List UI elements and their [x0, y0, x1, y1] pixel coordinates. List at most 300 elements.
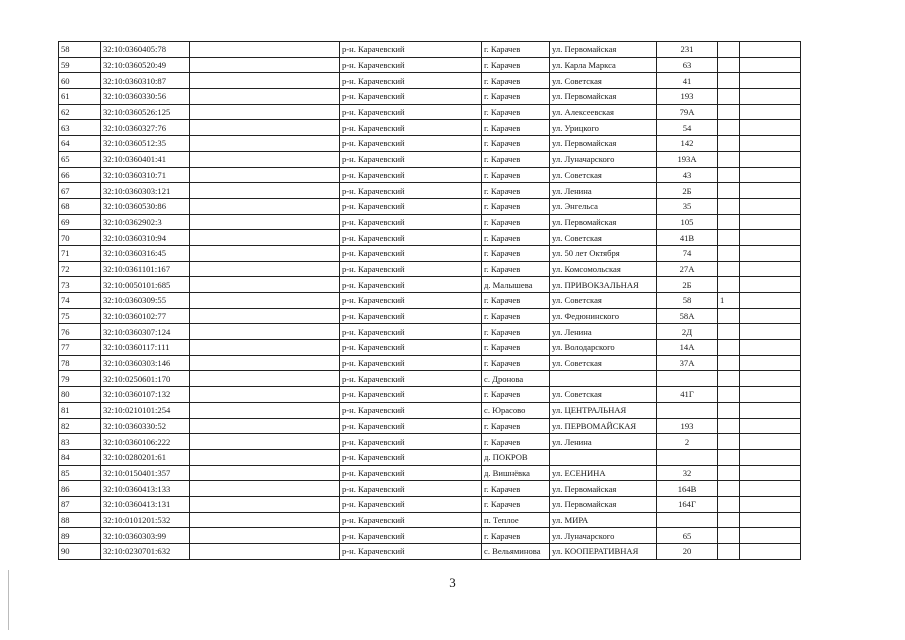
- settlement-cell: д. Вишнёвка: [482, 465, 550, 481]
- table-row: [59, 434, 801, 450]
- note-cell: [718, 528, 740, 544]
- row-number-cell: 90: [59, 544, 101, 560]
- settlement-cell: г. Карачев: [482, 261, 550, 277]
- region-cell: р-н. Карачевский: [340, 73, 482, 89]
- row-number-cell: 85: [59, 465, 101, 481]
- settlement-cell: г. Карачев: [482, 481, 550, 497]
- house-number-cell: 105: [657, 214, 718, 230]
- row-number-cell: 66: [59, 167, 101, 183]
- note-cell: [718, 340, 740, 356]
- settlement-cell: г. Карачев: [482, 245, 550, 261]
- settlement-cell: г. Карачев: [482, 528, 550, 544]
- street-cell: ул. Советская: [550, 387, 657, 403]
- settlement-cell: г. Карачев: [482, 136, 550, 152]
- cadastral-number-cell: 32:10:0360106:222: [101, 434, 190, 450]
- house-number-cell: 37А: [657, 355, 718, 371]
- row-number-cell: 70: [59, 230, 101, 246]
- empty-cell: [740, 151, 801, 167]
- region-cell: р-н. Карачевский: [340, 308, 482, 324]
- house-number-cell: [657, 449, 718, 465]
- street-cell: ул. Советская: [550, 230, 657, 246]
- street-cell: ул. Первомайская: [550, 42, 657, 58]
- cadastral-number-cell: 32:10:0360307:124: [101, 324, 190, 340]
- street-cell: ул. ЦЕНТРАЛЬНАЯ: [550, 402, 657, 418]
- region-cell: р-н. Карачевский: [340, 544, 482, 560]
- cadastral-number-cell: 32:10:0360405:78: [101, 42, 190, 58]
- cadastral-number-cell: 32:10:0360310:71: [101, 167, 190, 183]
- empty-cell: [190, 371, 340, 387]
- note-cell: [718, 183, 740, 199]
- region-cell: р-н. Карачевский: [340, 89, 482, 105]
- empty-cell: [740, 120, 801, 136]
- region-cell: р-н. Карачевский: [340, 183, 482, 199]
- empty-cell: [740, 512, 801, 528]
- region-cell: р-н. Карачевский: [340, 104, 482, 120]
- street-cell: ул. Урицкого: [550, 120, 657, 136]
- settlement-cell: г. Карачев: [482, 355, 550, 371]
- region-cell: р-н. Карачевский: [340, 371, 482, 387]
- note-cell: [718, 261, 740, 277]
- empty-cell: [190, 57, 340, 73]
- house-number-cell: 2: [657, 434, 718, 450]
- note-cell: [718, 245, 740, 261]
- row-number-cell: 76: [59, 324, 101, 340]
- note-cell: [718, 214, 740, 230]
- table-body: [59, 42, 801, 560]
- house-number-cell: 14А: [657, 340, 718, 356]
- region-cell: р-н. Карачевский: [340, 120, 482, 136]
- note-cell: [718, 465, 740, 481]
- empty-cell: [190, 230, 340, 246]
- region-cell: р-н. Карачевский: [340, 418, 482, 434]
- note-cell: [718, 512, 740, 528]
- cadastral-number-cell: 32:10:0210101:254: [101, 402, 190, 418]
- settlement-cell: г. Карачев: [482, 42, 550, 58]
- row-number-cell: 60: [59, 73, 101, 89]
- empty-cell: [190, 277, 340, 293]
- table-row: [59, 42, 801, 58]
- empty-cell: [190, 481, 340, 497]
- cadastral-number-cell: 32:10:0230701:632: [101, 544, 190, 560]
- region-cell: р-н. Карачевский: [340, 481, 482, 497]
- house-number-cell: 65: [657, 528, 718, 544]
- empty-cell: [190, 198, 340, 214]
- house-number-cell: 20: [657, 544, 718, 560]
- empty-cell: [740, 73, 801, 89]
- region-cell: р-н. Карачевский: [340, 324, 482, 340]
- empty-cell: [190, 245, 340, 261]
- table-row: [59, 277, 801, 293]
- table-row: [59, 308, 801, 324]
- row-number-cell: 64: [59, 136, 101, 152]
- empty-cell: [740, 245, 801, 261]
- street-cell: ул. ЕСЕНИНА: [550, 465, 657, 481]
- house-number-cell: 27А: [657, 261, 718, 277]
- table-row: [59, 245, 801, 261]
- empty-cell: [740, 340, 801, 356]
- cadastral-number-cell: 32:10:0360401:41: [101, 151, 190, 167]
- table-row: [59, 198, 801, 214]
- note-cell: [718, 230, 740, 246]
- house-number-cell: 79А: [657, 104, 718, 120]
- street-cell: ул. Володарского: [550, 340, 657, 356]
- empty-cell: [740, 136, 801, 152]
- street-cell: ул. Ленина: [550, 324, 657, 340]
- house-number-cell: 193А: [657, 151, 718, 167]
- empty-cell: [190, 449, 340, 465]
- row-number-cell: 62: [59, 104, 101, 120]
- cadastral-number-cell: 32:10:0360520:49: [101, 57, 190, 73]
- cadastral-number-cell: 32:10:0360102:77: [101, 308, 190, 324]
- cadastral-number-cell: 32:10:0050101:685: [101, 277, 190, 293]
- settlement-cell: г. Карачев: [482, 73, 550, 89]
- table-row: [59, 496, 801, 512]
- note-cell: [718, 355, 740, 371]
- settlement-cell: г. Карачев: [482, 183, 550, 199]
- cadastral-number-cell: 32:10:0150401:357: [101, 465, 190, 481]
- region-cell: р-н. Карачевский: [340, 151, 482, 167]
- empty-cell: [190, 214, 340, 230]
- empty-cell: [190, 293, 340, 309]
- street-cell: ул. Комсомольская: [550, 261, 657, 277]
- street-cell: ул. КООПЕРАТИВНАЯ: [550, 544, 657, 560]
- empty-cell: [190, 167, 340, 183]
- house-number-cell: 41: [657, 73, 718, 89]
- note-cell: [718, 324, 740, 340]
- cadastral-number-cell: 32:10:0360303:99: [101, 528, 190, 544]
- empty-cell: [740, 230, 801, 246]
- empty-cell: [740, 261, 801, 277]
- house-number-cell: 74: [657, 245, 718, 261]
- empty-cell: [190, 528, 340, 544]
- settlement-cell: с. Вельяминова: [482, 544, 550, 560]
- cadastral-number-cell: 32:10:0360512:35: [101, 136, 190, 152]
- table-row: [59, 214, 801, 230]
- region-cell: р-н. Карачевский: [340, 167, 482, 183]
- empty-cell: [740, 387, 801, 403]
- row-number-cell: 65: [59, 151, 101, 167]
- table-row: [59, 293, 801, 309]
- property-register-table: [58, 41, 801, 560]
- settlement-cell: г. Карачев: [482, 496, 550, 512]
- note-cell: [718, 42, 740, 58]
- empty-cell: [190, 434, 340, 450]
- note-cell: [718, 418, 740, 434]
- table-row: [59, 151, 801, 167]
- street-cell: ул. Федюнинского: [550, 308, 657, 324]
- street-cell: ул. Советская: [550, 73, 657, 89]
- region-cell: р-н. Карачевский: [340, 402, 482, 418]
- street-cell: ул. Энгельса: [550, 198, 657, 214]
- house-number-cell: 142: [657, 136, 718, 152]
- house-number-cell: 63: [657, 57, 718, 73]
- street-cell: ул. ПЕРВОМАЙСКАЯ: [550, 418, 657, 434]
- cadastral-number-cell: 32:10:0360413:133: [101, 481, 190, 497]
- street-cell: [550, 449, 657, 465]
- settlement-cell: с. Юрасово: [482, 402, 550, 418]
- note-cell: [718, 544, 740, 560]
- house-number-cell: [657, 512, 718, 528]
- region-cell: р-н. Карачевский: [340, 261, 482, 277]
- street-cell: ул. Советская: [550, 293, 657, 309]
- row-number-cell: 74: [59, 293, 101, 309]
- table-row: [59, 355, 801, 371]
- cadastral-number-cell: 32:10:0360309:55: [101, 293, 190, 309]
- empty-cell: [190, 104, 340, 120]
- settlement-cell: г. Карачев: [482, 120, 550, 136]
- table-row: [59, 465, 801, 481]
- settlement-cell: с. Дронова: [482, 371, 550, 387]
- street-cell: ул. Ленина: [550, 183, 657, 199]
- table-row: [59, 89, 801, 105]
- settlement-cell: г. Карачев: [482, 167, 550, 183]
- note-cell: [718, 167, 740, 183]
- street-cell: ул. ПРИВОКЗАЛЬНАЯ: [550, 277, 657, 293]
- table-row: [59, 418, 801, 434]
- row-number-cell: 67: [59, 183, 101, 199]
- region-cell: р-н. Карачевский: [340, 496, 482, 512]
- region-cell: р-н. Карачевский: [340, 214, 482, 230]
- street-cell: ул. Первомайская: [550, 136, 657, 152]
- table-row: [59, 340, 801, 356]
- row-number-cell: 83: [59, 434, 101, 450]
- cadastral-number-cell: 32:10:0360330:56: [101, 89, 190, 105]
- row-number-cell: 82: [59, 418, 101, 434]
- empty-cell: [740, 277, 801, 293]
- settlement-cell: г. Карачев: [482, 198, 550, 214]
- house-number-cell: 164Г: [657, 496, 718, 512]
- region-cell: р-н. Карачевский: [340, 465, 482, 481]
- cadastral-number-cell: 32:10:0360330:52: [101, 418, 190, 434]
- table-row: [59, 387, 801, 403]
- house-number-cell: 2Б: [657, 277, 718, 293]
- row-number-cell: 86: [59, 481, 101, 497]
- settlement-cell: г. Карачев: [482, 293, 550, 309]
- note-cell: [718, 387, 740, 403]
- empty-cell: [740, 308, 801, 324]
- settlement-cell: г. Карачев: [482, 214, 550, 230]
- row-number-cell: 79: [59, 371, 101, 387]
- settlement-cell: г. Карачев: [482, 340, 550, 356]
- settlement-cell: г. Карачев: [482, 230, 550, 246]
- house-number-cell: [657, 402, 718, 418]
- settlement-cell: д. ПОКРОВ: [482, 449, 550, 465]
- street-cell: ул. Луначарского: [550, 151, 657, 167]
- cadastral-number-cell: 32:10:0360303:121: [101, 183, 190, 199]
- house-number-cell: 41В: [657, 230, 718, 246]
- empty-cell: [740, 293, 801, 309]
- empty-cell: [740, 42, 801, 58]
- cadastral-number-cell: 32:10:0360530:86: [101, 198, 190, 214]
- page-number: 3: [449, 575, 456, 590]
- settlement-cell: г. Карачев: [482, 57, 550, 73]
- region-cell: р-н. Карачевский: [340, 293, 482, 309]
- cadastral-number-cell: 32:10:0360107:132: [101, 387, 190, 403]
- cadastral-number-cell: 32:10:0280201:61: [101, 449, 190, 465]
- house-number-cell: 58: [657, 293, 718, 309]
- street-cell: ул. Советская: [550, 355, 657, 371]
- empty-cell: [190, 120, 340, 136]
- cadastral-number-cell: 32:10:0360327:76: [101, 120, 190, 136]
- table-row: [59, 230, 801, 246]
- row-number-cell: 87: [59, 496, 101, 512]
- region-cell: р-н. Карачевский: [340, 340, 482, 356]
- note-cell: [718, 198, 740, 214]
- street-cell: ул. Ленина: [550, 434, 657, 450]
- house-number-cell: 58А: [657, 308, 718, 324]
- table-row: [59, 261, 801, 277]
- row-number-cell: 84: [59, 449, 101, 465]
- table-row: [59, 183, 801, 199]
- house-number-cell: 164В: [657, 481, 718, 497]
- note-cell: [718, 104, 740, 120]
- table-row: [59, 104, 801, 120]
- empty-cell: [740, 355, 801, 371]
- empty-cell: [190, 387, 340, 403]
- table-row: [59, 371, 801, 387]
- street-cell: ул. Первомайская: [550, 214, 657, 230]
- empty-cell: [190, 183, 340, 199]
- house-number-cell: [657, 371, 718, 387]
- empty-cell: [740, 57, 801, 73]
- empty-cell: [190, 261, 340, 277]
- row-number-cell: 69: [59, 214, 101, 230]
- house-number-cell: 2Д: [657, 324, 718, 340]
- settlement-cell: г. Карачев: [482, 387, 550, 403]
- empty-cell: [740, 198, 801, 214]
- row-number-cell: 89: [59, 528, 101, 544]
- house-number-cell: 193: [657, 89, 718, 105]
- region-cell: р-н. Карачевский: [340, 245, 482, 261]
- settlement-cell: г. Карачев: [482, 434, 550, 450]
- note-cell: [718, 402, 740, 418]
- row-number-cell: 88: [59, 512, 101, 528]
- note-cell: [718, 481, 740, 497]
- settlement-cell: г. Карачев: [482, 89, 550, 105]
- house-number-cell: 35: [657, 198, 718, 214]
- table-row: [59, 120, 801, 136]
- table-row: [59, 402, 801, 418]
- row-number-cell: 59: [59, 57, 101, 73]
- street-cell: ул. Первомайская: [550, 481, 657, 497]
- region-cell: р-н. Карачевский: [340, 512, 482, 528]
- empty-cell: [740, 167, 801, 183]
- cadastral-number-cell: 32:10:0360310:87: [101, 73, 190, 89]
- street-cell: [550, 371, 657, 387]
- note-cell: [718, 371, 740, 387]
- row-number-cell: 63: [59, 120, 101, 136]
- row-number-cell: 68: [59, 198, 101, 214]
- empty-cell: [740, 434, 801, 450]
- scan-edge-mark: [8, 570, 9, 630]
- settlement-cell: г. Карачев: [482, 418, 550, 434]
- empty-cell: [740, 104, 801, 120]
- row-number-cell: 61: [59, 89, 101, 105]
- empty-cell: [740, 496, 801, 512]
- empty-cell: [740, 544, 801, 560]
- empty-cell: [190, 418, 340, 434]
- cadastral-number-cell: 32:10:0361101:167: [101, 261, 190, 277]
- house-number-cell: 43: [657, 167, 718, 183]
- row-number-cell: 73: [59, 277, 101, 293]
- table-row: [59, 324, 801, 340]
- settlement-cell: г. Карачев: [482, 104, 550, 120]
- street-cell: ул. МИРА: [550, 512, 657, 528]
- row-number-cell: 80: [59, 387, 101, 403]
- row-number-cell: 81: [59, 402, 101, 418]
- empty-cell: [190, 136, 340, 152]
- row-number-cell: 71: [59, 245, 101, 261]
- house-number-cell: 193: [657, 418, 718, 434]
- street-cell: ул. 50 лет Октября: [550, 245, 657, 261]
- empty-cell: [740, 449, 801, 465]
- table-row: [59, 544, 801, 560]
- row-number-cell: 78: [59, 355, 101, 371]
- street-cell: ул. Советская: [550, 167, 657, 183]
- empty-cell: [190, 308, 340, 324]
- empty-cell: [190, 465, 340, 481]
- empty-cell: [740, 214, 801, 230]
- table-row: [59, 512, 801, 528]
- region-cell: р-н. Карачевский: [340, 230, 482, 246]
- cadastral-number-cell: 32:10:0360303:146: [101, 355, 190, 371]
- cadastral-number-cell: 32:10:0360117:111: [101, 340, 190, 356]
- note-cell: [718, 449, 740, 465]
- region-cell: р-н. Карачевский: [340, 198, 482, 214]
- table-row: [59, 449, 801, 465]
- settlement-cell: п. Теплое: [482, 512, 550, 528]
- region-cell: р-н. Карачевский: [340, 449, 482, 465]
- note-cell: [718, 151, 740, 167]
- empty-cell: [740, 528, 801, 544]
- note-cell: [718, 120, 740, 136]
- empty-cell: [190, 89, 340, 105]
- empty-cell: [740, 465, 801, 481]
- region-cell: р-н. Карачевский: [340, 528, 482, 544]
- row-number-cell: 75: [59, 308, 101, 324]
- empty-cell: [740, 418, 801, 434]
- settlement-cell: г. Карачев: [482, 324, 550, 340]
- empty-cell: [190, 355, 340, 371]
- region-cell: р-н. Карачевский: [340, 57, 482, 73]
- settlement-cell: г. Карачев: [482, 151, 550, 167]
- note-cell: [718, 434, 740, 450]
- cadastral-number-cell: 32:10:0360316:45: [101, 245, 190, 261]
- empty-cell: [190, 73, 340, 89]
- house-number-cell: 231: [657, 42, 718, 58]
- cadastral-number-cell: 32:10:0250601:170: [101, 371, 190, 387]
- empty-cell: [740, 481, 801, 497]
- cadastral-number-cell: 32:10:0101201:532: [101, 512, 190, 528]
- house-number-cell: 41Г: [657, 387, 718, 403]
- empty-cell: [740, 89, 801, 105]
- region-cell: р-н. Карачевский: [340, 136, 482, 152]
- empty-cell: [190, 42, 340, 58]
- table-row: [59, 528, 801, 544]
- house-number-cell: 32: [657, 465, 718, 481]
- row-number-cell: 72: [59, 261, 101, 277]
- empty-cell: [190, 324, 340, 340]
- empty-cell: [740, 324, 801, 340]
- empty-cell: [190, 512, 340, 528]
- note-cell: [718, 73, 740, 89]
- empty-cell: [190, 544, 340, 560]
- cadastral-number-cell: 32:10:0362902:3: [101, 214, 190, 230]
- cadastral-number-cell: 32:10:0360526:125: [101, 104, 190, 120]
- empty-cell: [190, 496, 340, 512]
- empty-cell: [740, 183, 801, 199]
- note-cell: [718, 136, 740, 152]
